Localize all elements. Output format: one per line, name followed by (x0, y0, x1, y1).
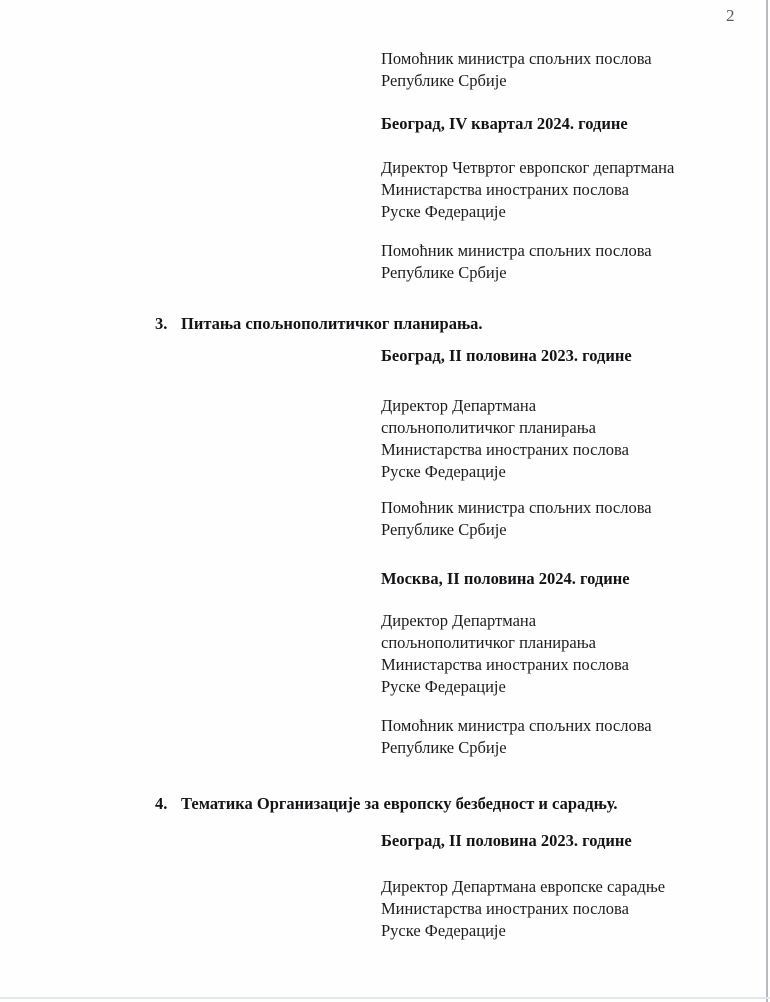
item-heading (155, 313, 750, 335)
page-number: 2 (726, 6, 735, 25)
party-line: Директор Четвртог европског департмана (381, 158, 675, 177)
party-line: Руске Федерације (381, 921, 506, 940)
party-line: спољнополитичког планирања (381, 418, 596, 437)
item-number: 4. (155, 794, 168, 813)
party-line: Министарства иностраних послова (381, 899, 629, 918)
item-heading (155, 793, 750, 815)
item-title: Тематика Организације за европску безбедност и сарадњу. (181, 794, 618, 813)
party-line: Помоћник министра спољних послова (381, 498, 652, 517)
party-line: спољнополитичког планирања (381, 633, 596, 652)
party-line: Министарства иностраних послова (381, 440, 629, 459)
party-line: Руске Федерације (381, 677, 506, 696)
venue-line: Београд, II половина 2023. године (381, 346, 632, 365)
signatory-paragraph (381, 610, 770, 698)
venue-line: Београд, IV квартал 2024. године (381, 114, 628, 133)
signatory-paragraph (381, 395, 770, 483)
party-line: Министарства иностраних послова (381, 180, 629, 199)
party-line: Руске Федерације (381, 462, 506, 481)
party-line: Републике Србије (381, 71, 507, 90)
party-line: Републике Србије (381, 738, 507, 757)
party-line: Републике Србије (381, 263, 507, 282)
item-title: Питања спољнополитичког планирања. (181, 314, 483, 333)
signatory-paragraph (381, 876, 770, 942)
scan-edge-bottom (0, 997, 770, 999)
party-line: Помоћник министра спољних послова (381, 716, 652, 735)
party-line: Помоћник министра спољних послова (381, 49, 652, 68)
party-line: Републике Србије (381, 520, 507, 539)
signatory-paragraph (381, 715, 770, 759)
venue-line: Београд, II половина 2023. године (381, 831, 632, 850)
venue-line: Москва, II половина 2024. године (381, 569, 630, 588)
party-line: Министарства иностраних послова (381, 655, 629, 674)
signatory-paragraph (381, 240, 770, 284)
signatory-paragraph (381, 497, 770, 541)
signatory-paragraph (381, 48, 770, 92)
item-number: 3. (155, 314, 168, 333)
party-line: Помоћник министра спољних послова (381, 241, 652, 260)
party-line: Директор Департмана (381, 611, 537, 630)
party-line: Директор Департмана европске сарадње (381, 877, 666, 896)
signatory-paragraph (381, 157, 770, 223)
party-line: Руске Федерације (381, 202, 506, 221)
party-line: Директор Департмана (381, 396, 537, 415)
scan-edge-right (766, 0, 768, 1002)
